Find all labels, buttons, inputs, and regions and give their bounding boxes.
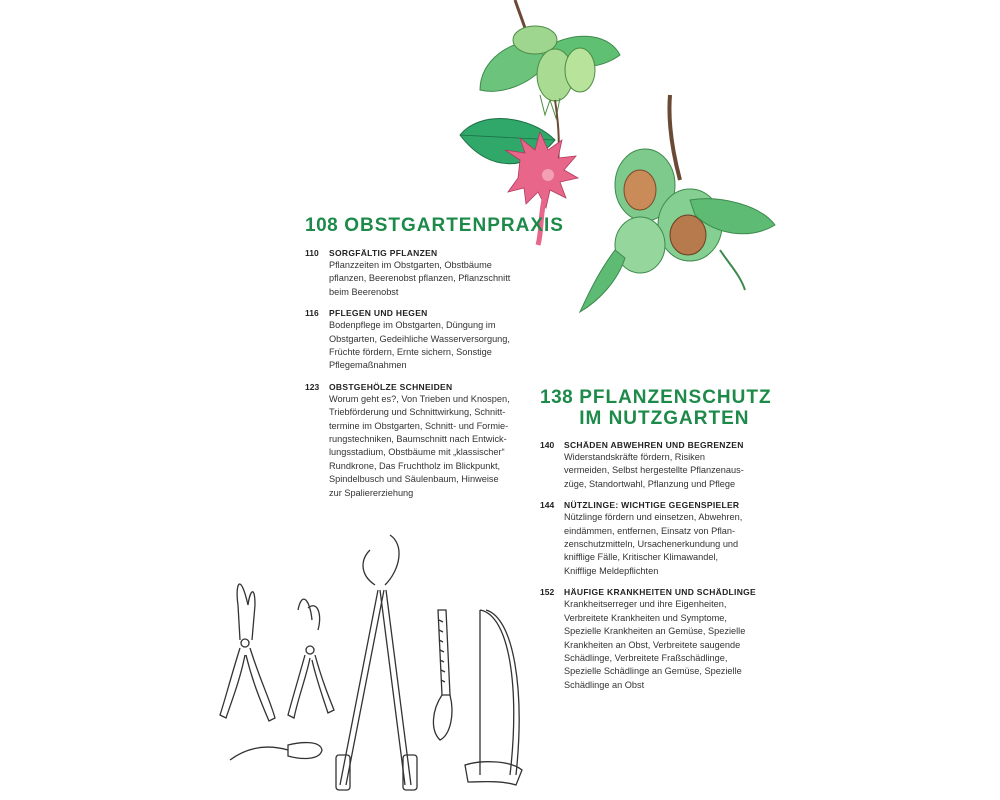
toc-entry[interactable] <box>540 499 790 578</box>
toc-entry-title: HÄUFIGE KRANKHEITEN UND SCHÄDLINGE <box>564 587 757 598</box>
loppers-icon <box>336 535 417 790</box>
toc-entry-page: 123 <box>305 381 320 392</box>
toc-entry-line: beim Beerenobst <box>329 286 399 297</box>
toc-entry[interactable] <box>305 307 545 373</box>
toc-entry-line: Spezielle Schädlinge an Gemüse, Spezielle <box>564 666 742 677</box>
toc-entry-description <box>564 511 790 578</box>
toc-entry-line: eindämmen, entfernen, Einsatz von Pflan- <box>564 525 736 536</box>
toc-entry-line: Worum geht es?, Von Trieben und Knospen, <box>329 393 510 404</box>
section-heading <box>540 387 790 429</box>
pruning-saw-icon <box>433 610 452 740</box>
bow-saw-icon <box>465 610 522 785</box>
toc-entry-line: Knifflige Meldepflichten <box>564 565 659 576</box>
toc-entry-line: Bodenpflege im Obstgarten, Düngung im <box>329 320 496 331</box>
toc-entry-line: Krankheitserreger und ihre Eigenheiten, <box>564 599 727 610</box>
garden-tools-illustration <box>210 530 530 795</box>
toc-entry-page: 152 <box>540 587 555 598</box>
toc-entry-line: Verbreitete Krankheiten und Symptome, <box>564 612 727 623</box>
leaf <box>720 250 745 290</box>
toc-entry-line: Früchte fördern, Ernte sichern, Sonstige <box>329 347 492 358</box>
section-title <box>579 388 771 429</box>
section-page-number: 138 <box>540 387 574 408</box>
section-title-line: PFLANZENSCHUTZ <box>579 387 772 408</box>
toc-entry-line: Spezielle Krankheiten an Gemüse, Spezielle <box>564 626 746 637</box>
toc-entry-line: Widerstandskräfte fördern, Risiken <box>564 452 705 463</box>
section-title-line: IM NUTZGARTEN <box>579 407 750 429</box>
toc-entry-line: termine im Obstgarten, Schnitt- und Formie- <box>329 420 509 431</box>
toc-entry-page: 110 <box>305 248 319 258</box>
toc-entry[interactable] <box>540 586 790 692</box>
toc-entry[interactable] <box>540 439 790 491</box>
toc-entry[interactable] <box>305 247 545 299</box>
toc-entry-list <box>540 439 790 692</box>
secateurs-icon <box>220 584 275 721</box>
toc-entry-title: PFLEGEN UND HEGEN <box>329 308 428 319</box>
hazelnut <box>624 170 656 210</box>
toc-entry-line: knifflige Fälle, Kritischer Klimawandel, <box>564 552 719 563</box>
section-heading <box>305 215 564 237</box>
toc-entry-description <box>329 319 545 373</box>
section-pflanzenschutz <box>540 387 790 700</box>
toc-entry-description <box>329 259 545 299</box>
toc-entry-title: SORGFÄLTIG PFLANZEN <box>329 248 438 258</box>
toc-entry-line: zenschutzmitteln, Ursachenerkundung und <box>564 539 739 550</box>
toc-entry-line: Pflegemaßnahmen <box>329 360 407 371</box>
toc-entry-description <box>564 451 790 491</box>
toc-entry-page: 144 <box>540 500 555 511</box>
toc-entry-list <box>305 247 545 500</box>
toc-entry-line: Triebförderung und Schnittwirkung, Schnitt- <box>329 407 506 418</box>
toc-entry-line: Schädlinge an Obst <box>564 679 645 690</box>
toc-entry[interactable] <box>305 381 545 500</box>
toc-entry-line: lungsstadium, Obstbäume mit „klassischer“ <box>329 447 505 458</box>
toc-entry-line: züge, Standortwahl, Pflanzung und Pflege <box>564 478 736 489</box>
leaf <box>580 250 625 312</box>
toc-entry-page: 140 <box>540 440 555 451</box>
secateurs-icon <box>288 599 334 718</box>
toc-entry-line: pflanzen, Beerenobst pflanzen, Pflanzschnitt <box>329 273 511 284</box>
toc-entry-line: Krankheiten an Obst, Verbreitete saugende <box>564 639 741 650</box>
toc-entry-line: vermeiden, Selbst hergestellte Pflanzenaus- <box>564 465 744 476</box>
section-title: OBSTGARTENPRAXIS <box>344 215 564 236</box>
toc-entry-title: OBSTGEHÖLZE SCHNEIDEN <box>329 381 453 392</box>
toc-entry-description <box>329 393 545 500</box>
section-page-number: 108 <box>305 215 339 236</box>
toc-entry-line: Pflanzzeiten im Obstgarten, Obstbäume <box>329 260 492 270</box>
toc-entry-line: rungstechniken, Baumschnitt nach Entwick- <box>329 434 507 445</box>
toc-entry-page: 116 <box>305 308 319 319</box>
toc-entry-line: Spindelbusch und Säulenbaum, Hinweise <box>329 474 499 485</box>
hazelnut <box>670 215 706 255</box>
toc-entry-title: SCHÄDEN ABWEHREN UND BEGRENZEN <box>564 440 744 451</box>
toc-entry-line: Nützlinge fördern und einsetzen, Abwehren, <box>564 512 743 523</box>
toc-entry-description <box>564 598 790 692</box>
toc-entry-line: Rundkrone, Das Fruchtholz im Blickpunkt, <box>329 460 501 471</box>
toc-entry-line: Schädlinge, Verbreitete Fraßschädlinge, <box>564 652 728 663</box>
toc-entry-line: zur Spaliererziehung <box>329 487 414 498</box>
toc-entry-line: Obstgarten, Gedeihliche Wasserversorgung, <box>329 333 510 344</box>
pruning-knife-icon <box>230 743 322 760</box>
toc-entry-title: NÜTZLINGE: WICHTIGE GEGENSPIELER <box>564 500 740 511</box>
hazelnut-husk <box>565 48 595 92</box>
